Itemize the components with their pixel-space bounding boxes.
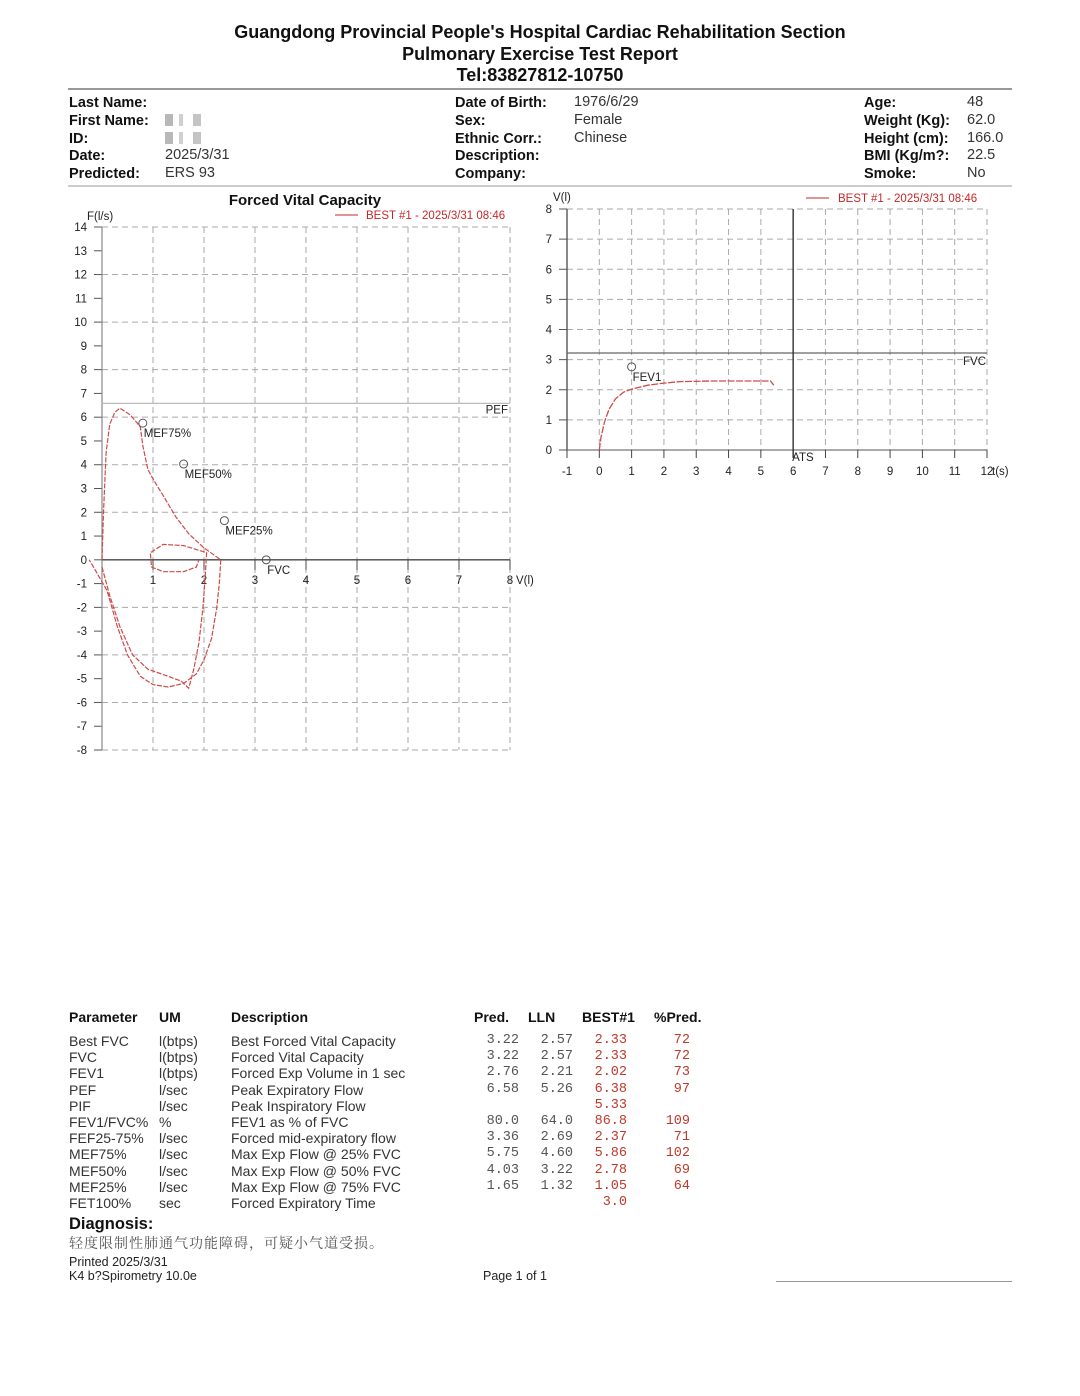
cell-pred: 4.03 xyxy=(486,1162,519,1178)
y-tick-label: 3 xyxy=(80,483,87,496)
legend-label: BEST #1 - 2025/3/31 08:46 xyxy=(366,210,506,222)
x-tick-label: 7 xyxy=(455,574,463,587)
cell-parameter: PIF xyxy=(69,1097,91,1114)
info-label: Last Name: xyxy=(69,95,148,111)
cell-pct-pred: 102 xyxy=(665,1146,690,1162)
predicted-marker xyxy=(139,419,147,427)
cell-best: 1.05 xyxy=(594,1178,627,1194)
y-tick-label: 12 xyxy=(74,269,87,282)
cell-best: 86.8 xyxy=(594,1114,627,1129)
cell-pred: 6.58 xyxy=(486,1081,519,1097)
cell-best: 2.33 xyxy=(594,1033,627,1048)
predicted-label-mef75: MEF75% xyxy=(143,428,192,441)
vt-y-tick-label: 5 xyxy=(545,294,552,307)
vt-x-tick-label: 6 xyxy=(789,466,797,478)
cell-best: 5.86 xyxy=(594,1146,627,1162)
results-table xyxy=(69,1009,729,1219)
info-value: Female xyxy=(574,111,623,128)
cell-pct-pred: 69 xyxy=(673,1162,690,1178)
x-tick-label: 4 xyxy=(302,574,310,587)
cell-lln: 2.21 xyxy=(540,1065,573,1081)
info-value: No xyxy=(967,165,986,182)
cell-description: FEV1 as % of FVC xyxy=(231,1114,349,1130)
cell-best: 3.0 xyxy=(602,1195,627,1210)
cell-description: Forced Expiratory Time xyxy=(231,1195,376,1211)
cell-description: Max Exp Flow @ 50% FVC xyxy=(231,1162,401,1179)
cell-best: 2.37 xyxy=(594,1130,627,1146)
y-tick-label: 8 xyxy=(80,364,87,377)
vt-y-tick-label: 0 xyxy=(545,445,552,457)
col-header-pred: Pred. xyxy=(474,1009,510,1025)
vt-y-tick-label: 8 xyxy=(545,204,552,216)
y-tick-label: 7 xyxy=(80,388,87,401)
vt-x-tick-label: 8 xyxy=(854,466,861,478)
predicted-marker xyxy=(180,460,188,468)
y-tick-label: -3 xyxy=(76,626,87,639)
info-label: Predicted: xyxy=(69,166,140,183)
predicted-marker xyxy=(220,517,228,525)
vt-y-tick-label: 4 xyxy=(545,324,552,337)
cell-um: l(btps) xyxy=(159,1065,198,1082)
table-row xyxy=(69,1195,729,1211)
y-tick-label: 14 xyxy=(74,222,87,234)
printed-date: Printed 2025/3/31 xyxy=(69,1255,168,1269)
info-label: Date: xyxy=(69,148,106,165)
cell-best: 2.33 xyxy=(594,1049,627,1065)
cell-lln: 3.22 xyxy=(540,1162,573,1178)
vt-x-tick-label: 12 xyxy=(980,466,994,478)
cell-um: l(btps) xyxy=(159,1033,198,1049)
diagnosis-title: Diagnosis: xyxy=(69,1215,154,1233)
cell-parameter: PEF xyxy=(69,1081,97,1098)
cell-parameter: Best FVC xyxy=(69,1033,129,1049)
cell-pct-pred: 72 xyxy=(673,1033,690,1048)
info-label: First Name: xyxy=(69,112,149,129)
info-value: 22.5 xyxy=(967,147,996,164)
cell-parameter: FET100% xyxy=(69,1195,132,1211)
curve-volume-time xyxy=(599,381,774,450)
y-tick-label: 5 xyxy=(80,435,87,448)
cell-parameter: FEV1/FVC% xyxy=(69,1114,149,1130)
cell-description: Forced mid-expiratory flow xyxy=(231,1130,396,1147)
col-header-description: Description xyxy=(231,1009,309,1025)
cell-pred: 80.0 xyxy=(486,1114,519,1129)
y-tick-label: -6 xyxy=(76,697,87,710)
col-header-um: UM xyxy=(159,1009,181,1025)
vt-y-tick-label: 2 xyxy=(545,384,552,397)
x-tick-label: 2 xyxy=(200,574,208,587)
x-axis-label: V(l) xyxy=(516,574,534,587)
info-label: Weight (Kg): xyxy=(864,112,950,129)
cell-pred: 3.22 xyxy=(486,1049,519,1065)
predicted-label-mef50: MEF50% xyxy=(184,469,232,482)
cell-um: l/sec xyxy=(159,1178,188,1195)
cell-parameter: MEF50% xyxy=(69,1162,127,1179)
col-header-parameter: Parameter xyxy=(69,1009,138,1025)
cell-lln: 2.69 xyxy=(540,1130,573,1146)
cell-parameter: FVC xyxy=(69,1049,97,1066)
cell-um: sec xyxy=(159,1195,181,1211)
table-row xyxy=(69,1114,729,1130)
x-tick-label: 1 xyxy=(149,574,157,587)
table-row xyxy=(69,1098,729,1114)
cell-parameter: FEV1 xyxy=(69,1065,105,1082)
cell-parameter: MEF25% xyxy=(69,1178,127,1195)
y-tick-label: -5 xyxy=(76,673,87,686)
cell-description: Max Exp Flow @ 75% FVC xyxy=(231,1178,401,1195)
table-row xyxy=(69,1049,729,1065)
col-header-best: BEST#1 xyxy=(582,1009,635,1025)
info-value: 1976/6/29 xyxy=(574,94,639,110)
table-row xyxy=(69,1065,729,1081)
vt-x-tick-label: 0 xyxy=(596,466,603,478)
info-value: 166.0 xyxy=(967,129,1004,146)
info-value: 62.0 xyxy=(967,111,996,128)
cell-description: Peak Inspiratory Flow xyxy=(231,1097,366,1114)
hospital-title: Guangdong Provincial People's Hospital Cardiac Rehabilitation Section xyxy=(234,22,846,42)
cell-lln: 1.32 xyxy=(540,1178,573,1194)
y-tick-label: -4 xyxy=(76,649,87,662)
y-axis-label: F(l/s) xyxy=(87,211,114,223)
info-label: ID: xyxy=(69,130,89,147)
cell-um: l/sec xyxy=(159,1162,188,1179)
table-row xyxy=(69,1146,729,1162)
fev1-predicted-label: FEV1 xyxy=(632,371,662,384)
y-tick-label: 13 xyxy=(74,245,87,258)
x-tick-label: 3 xyxy=(251,574,259,587)
table-row xyxy=(69,1163,729,1179)
fvc-reference-label: FVC xyxy=(963,355,986,368)
cell-description: Forced Exp Volume in 1 sec xyxy=(231,1065,406,1082)
vt-x-tick-label: 9 xyxy=(886,466,894,478)
cell-description: Max Exp Flow @ 25% FVC xyxy=(231,1146,401,1163)
page-number: Page 1 of 1 xyxy=(483,1269,547,1283)
x-tick-label: 5 xyxy=(353,574,361,587)
info-label: Smoke: xyxy=(864,166,917,183)
cell-description: Peak Expiratory Flow xyxy=(231,1081,364,1098)
cell-pred: 1.65 xyxy=(486,1178,519,1194)
curve-second-inspiratory-loop xyxy=(102,544,207,688)
info-value: ERS 93 xyxy=(165,165,215,182)
y-tick-label: 9 xyxy=(80,340,87,353)
cell-pct-pred: 64 xyxy=(673,1178,690,1194)
signature-line xyxy=(776,1281,1012,1282)
cell-um: % xyxy=(159,1114,172,1130)
x-tick-label: 8 xyxy=(506,574,514,587)
cell-parameter: MEF75% xyxy=(69,1146,127,1163)
cell-parameter: FEF25-75% xyxy=(69,1130,144,1147)
info-label: Date of Birth: xyxy=(455,95,547,111)
cell-lln: 2.57 xyxy=(540,1049,573,1065)
vt-legend-label: BEST #1 - 2025/3/31 08:46 xyxy=(838,193,978,205)
y-tick-label: 11 xyxy=(75,293,87,306)
vt-y-tick-label: 1 xyxy=(545,414,552,427)
cell-um: l/sec xyxy=(159,1081,188,1098)
cell-um: l/sec xyxy=(159,1130,188,1147)
cell-um: l/sec xyxy=(159,1097,188,1114)
y-tick-label: -1 xyxy=(76,578,87,591)
vt-x-tick-label: -1 xyxy=(561,466,573,478)
info-value: 2025/3/31 xyxy=(165,147,230,164)
cell-description: Best Forced Vital Capacity xyxy=(231,1033,396,1049)
cell-lln: 2.57 xyxy=(540,1033,573,1048)
cell-description: Forced Vital Capacity xyxy=(231,1049,364,1066)
cell-pct-pred: 71 xyxy=(673,1130,690,1146)
vt-y-axis-label: V(l) xyxy=(553,192,571,204)
y-tick-label: -2 xyxy=(76,602,87,615)
chart-title: Forced Vital Capacity xyxy=(228,192,382,209)
vt-y-tick-label: 6 xyxy=(545,264,552,277)
info-label: Height (cm): xyxy=(864,130,949,147)
cell-pct-pred: 72 xyxy=(673,1049,690,1065)
cell-best: 5.33 xyxy=(594,1097,627,1113)
telephone: Tel:83827812-10750 xyxy=(456,65,624,85)
vt-x-tick-label: 10 xyxy=(915,466,929,478)
software-version: K4 b?Spirometry 10.0e xyxy=(69,1269,197,1283)
vt-x-tick-label: 2 xyxy=(660,466,668,478)
cell-lln: 4.60 xyxy=(540,1146,573,1162)
vt-x-tick-label: 4 xyxy=(725,466,732,478)
col-header-lln: LLN xyxy=(528,1009,556,1025)
predicted-label-fvc: FVC xyxy=(267,564,291,577)
vt-x-tick-label: 1 xyxy=(628,466,635,478)
diagnosis-text: 轻度限制性肺通气功能障碍，可疑小气道受损。 xyxy=(69,1236,384,1252)
info-label: Description: xyxy=(455,148,540,165)
table-row xyxy=(69,1033,729,1049)
predicted-label-mef25: MEF25% xyxy=(225,525,273,538)
vt-x-tick-label: 7 xyxy=(822,466,829,478)
cell-best: 2.78 xyxy=(594,1162,627,1178)
cell-um: l(btps) xyxy=(159,1049,198,1066)
pef-label: PEF xyxy=(485,404,508,417)
y-tick-label: 1 xyxy=(80,531,87,544)
cell-pred: 5.75 xyxy=(486,1146,519,1162)
vt-y-tick-label: 3 xyxy=(545,354,552,367)
info-label: Sex: xyxy=(455,112,486,129)
vt-x-tick-label: 11 xyxy=(948,466,961,478)
y-tick-label: 2 xyxy=(80,507,87,520)
x-tick-label: 6 xyxy=(404,574,412,587)
info-label: Company: xyxy=(455,166,526,183)
info-value: Chinese xyxy=(574,129,628,146)
info-label: BMI (Kg/m?: xyxy=(864,148,950,165)
cell-lln: 5.26 xyxy=(540,1081,573,1097)
table-row xyxy=(69,1130,729,1146)
cell-lln: 64.0 xyxy=(540,1114,573,1129)
y-tick-label: 10 xyxy=(74,317,87,330)
cell-um: l/sec xyxy=(159,1146,188,1163)
vt-x-tick-label: 5 xyxy=(757,466,765,478)
vt-x-tick-label: 3 xyxy=(693,466,700,478)
y-tick-label: 6 xyxy=(80,412,87,425)
cell-pred: 2.76 xyxy=(486,1065,519,1081)
report-title: Pulmonary Exercise Test Report xyxy=(402,44,678,64)
info-label: Ethnic Corr.: xyxy=(455,130,543,147)
cell-pct-pred: 73 xyxy=(673,1065,690,1081)
y-tick-label: 4 xyxy=(80,459,87,472)
info-value: 48 xyxy=(967,94,984,110)
cell-best: 6.38 xyxy=(594,1081,627,1097)
cell-best: 2.02 xyxy=(594,1065,627,1081)
info-label: Age: xyxy=(864,95,897,111)
ats-label: ATS xyxy=(792,452,814,464)
col-header-pct-pred: %Pred. xyxy=(654,1009,702,1025)
y-tick-label: -7 xyxy=(76,721,87,734)
table-row xyxy=(69,1179,729,1195)
cell-pred: 3.22 xyxy=(486,1033,519,1048)
table-row xyxy=(69,1082,729,1098)
y-tick-label: -8 xyxy=(76,745,87,757)
cell-pct-pred: 109 xyxy=(665,1114,690,1129)
cell-pred: 3.36 xyxy=(486,1130,519,1146)
vt-x-axis-label: t(s) xyxy=(992,466,1009,478)
vt-y-tick-label: 7 xyxy=(545,234,552,247)
y-tick-label: 0 xyxy=(80,554,87,567)
cell-pct-pred: 97 xyxy=(673,1081,690,1097)
